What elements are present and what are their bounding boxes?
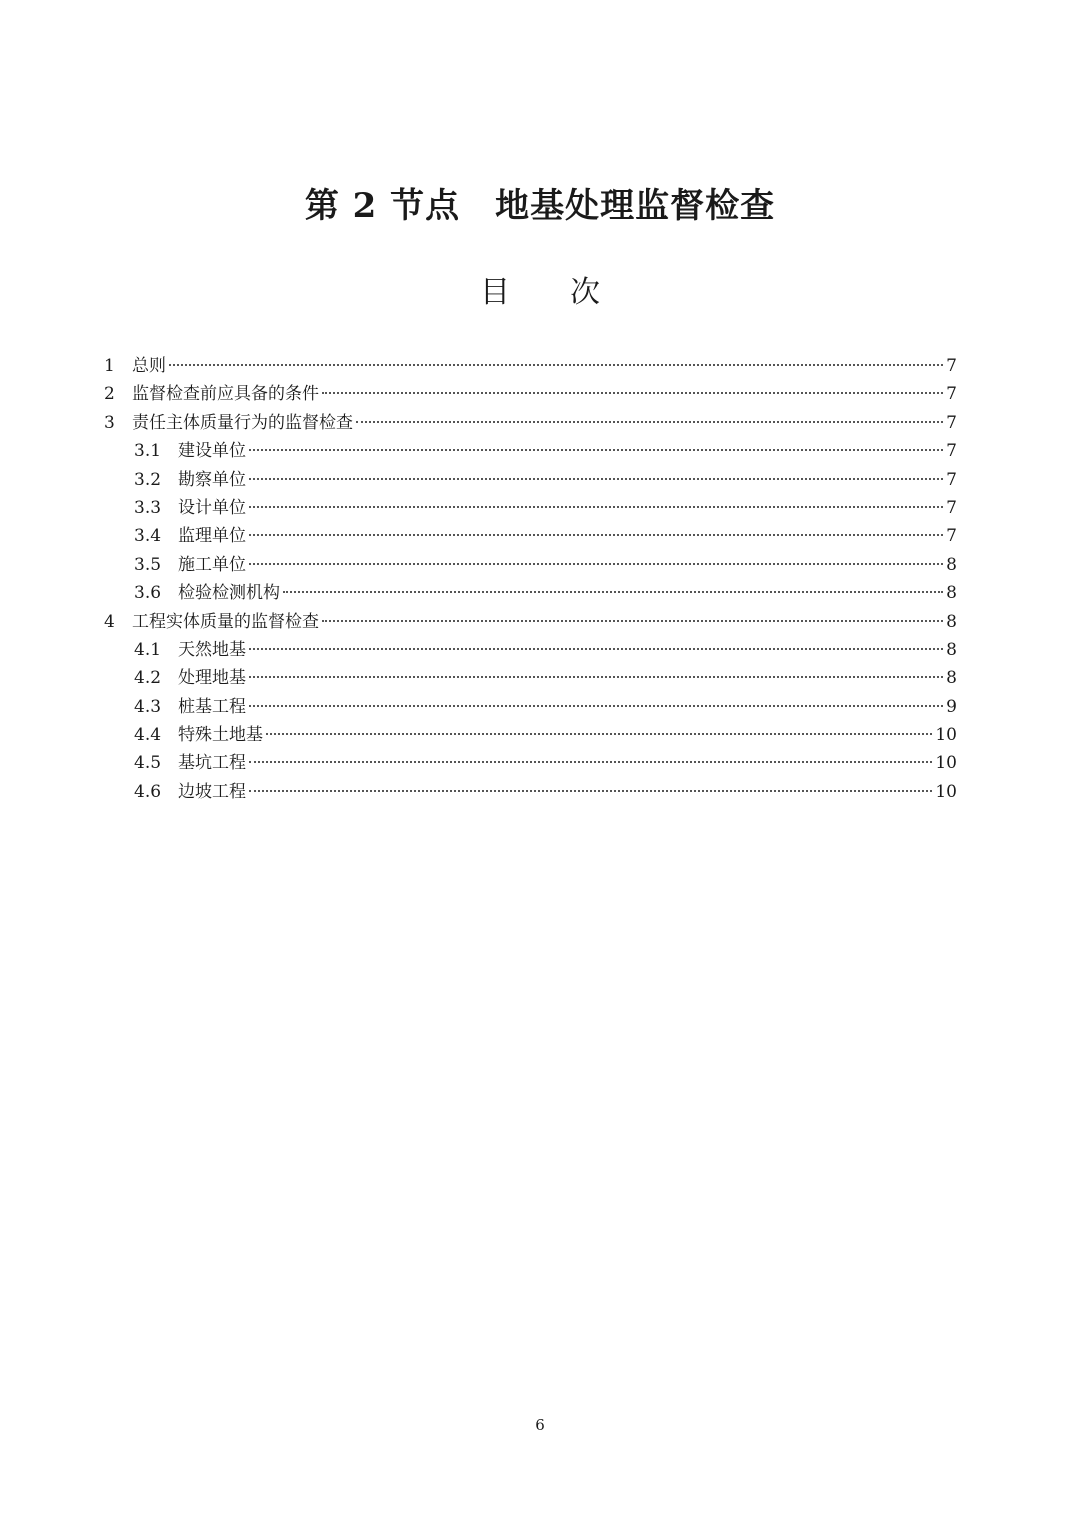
toc-entry-number: 4.5 (134, 753, 162, 774)
toc-entry-page: 8 (946, 583, 957, 604)
toc-entry-label: 总则 (132, 356, 166, 376)
toc-entry-label: 设计单位 (178, 497, 246, 518)
toc-entry[interactable] (104, 579, 957, 607)
toc-entry-number: 3 (104, 412, 115, 433)
toc-entry-page: 10 (935, 725, 957, 746)
toc-entry-number: 4.3 (134, 696, 162, 717)
toc-entry-label: 监督检查前应具备的条件 (132, 384, 319, 405)
toc-entry-number: 4.2 (134, 668, 162, 689)
toc-entry-page: 8 (946, 639, 957, 660)
page-number: 6 (535, 1416, 545, 1434)
toc-entry[interactable] (104, 380, 957, 408)
toc-entry[interactable] (104, 664, 957, 692)
dot-leader (249, 648, 943, 650)
toc-entry[interactable] (104, 608, 957, 636)
toc-entry-number: 4 (104, 611, 115, 632)
dot-leader (249, 705, 943, 707)
dot-leader (249, 506, 943, 508)
dot-leader (249, 563, 943, 565)
toc-entry-number: 3.6 (134, 583, 162, 604)
toc-entry-page: 7 (946, 412, 957, 433)
toc-entry-page: 7 (946, 356, 957, 376)
toc-entry[interactable] (104, 778, 957, 806)
toc-entry-label: 建设单位 (178, 441, 246, 462)
toc-entry-page: 8 (946, 668, 957, 689)
toc-entry-number: 2 (104, 384, 115, 405)
dot-leader (249, 676, 943, 678)
dot-leader (322, 620, 943, 622)
toc-entry-number: 4.6 (134, 781, 162, 802)
toc-entry[interactable] (104, 749, 957, 777)
toc-entry-number: 4.4 (134, 725, 162, 746)
dot-leader (283, 591, 943, 593)
toc-entry-label: 天然地基 (178, 639, 246, 660)
dot-leader (249, 449, 943, 451)
toc-entry[interactable] (104, 352, 957, 380)
toc-entry[interactable] (104, 551, 957, 579)
toc-entry-label: 检验检测机构 (178, 583, 280, 604)
toc-entry-label: 桩基工程 (178, 696, 246, 717)
toc-entry[interactable] (104, 522, 957, 550)
dot-leader (249, 478, 943, 480)
dot-leader (322, 392, 943, 394)
toc-entry-label: 边坡工程 (178, 781, 246, 802)
toc-entry-page: 10 (935, 753, 957, 774)
toc-entry-label: 勘察单位 (178, 469, 246, 490)
toc-entry-number: 3.1 (134, 441, 162, 462)
toc-entry-label: 基坑工程 (178, 753, 246, 774)
dot-leader (266, 733, 932, 735)
toc-entry[interactable] (104, 721, 957, 749)
toc-entry-number: 3.3 (134, 497, 162, 518)
page-title: 第 2 节点 地基处理监督检查 (304, 186, 776, 226)
toc-entry[interactable] (104, 636, 957, 664)
toc-entry-label: 施工单位 (178, 554, 246, 575)
toc-entry-number: 3.2 (134, 469, 162, 490)
toc-entry[interactable] (104, 466, 957, 494)
toc-entry-number: 1 (104, 356, 115, 376)
toc-entry-label: 工程实体质量的监督检查 (132, 611, 319, 632)
toc-entry-label: 特殊土地基 (178, 725, 263, 746)
toc-entry-page: 8 (946, 611, 957, 632)
toc-entry-page: 7 (946, 469, 957, 490)
toc-entry-page: 7 (946, 497, 957, 518)
toc-entry[interactable] (104, 494, 957, 522)
toc-entry-page: 7 (946, 526, 957, 547)
toc-entry-page: 7 (946, 441, 957, 462)
table-of-contents (104, 352, 957, 806)
toc-entry-label: 处理地基 (178, 668, 246, 689)
toc-entry-page: 10 (935, 781, 957, 802)
toc-entry-label: 监理单位 (178, 526, 246, 547)
dot-leader (249, 761, 932, 763)
toc-entry[interactable] (104, 437, 957, 465)
dot-leader (249, 534, 943, 536)
dot-leader (249, 790, 932, 792)
toc-entry-number: 3.4 (134, 526, 162, 547)
toc-entry-number: 4.1 (134, 639, 162, 660)
toc-heading: 目 次 (480, 275, 600, 310)
toc-entry-page: 9 (946, 696, 957, 717)
toc-entry[interactable] (104, 409, 957, 437)
toc-entry-page: 8 (946, 554, 957, 575)
toc-entry-page: 7 (946, 384, 957, 405)
toc-entry-label: 责任主体质量行为的监督检查 (132, 412, 353, 433)
dot-leader (169, 364, 943, 366)
toc-entry-number: 3.5 (134, 554, 162, 575)
toc-entry[interactable] (104, 693, 957, 721)
dot-leader (356, 421, 943, 423)
